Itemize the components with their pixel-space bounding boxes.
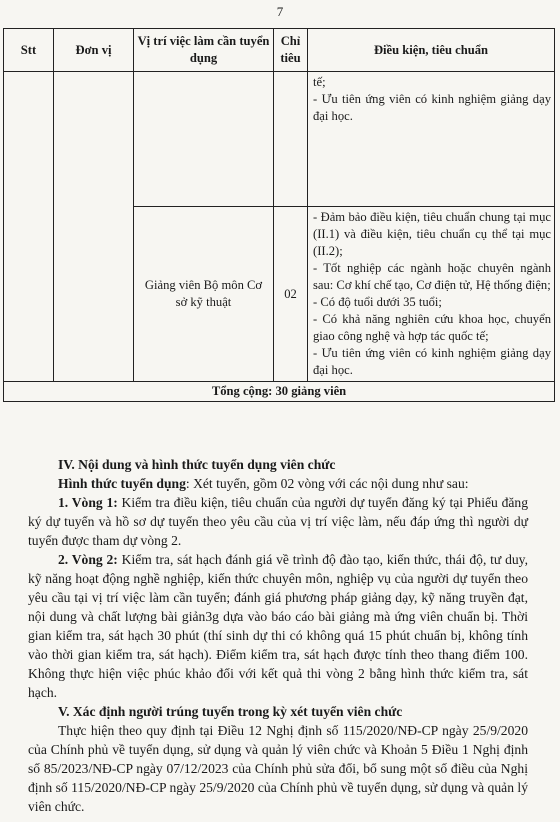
quota-cell: [274, 72, 308, 207]
total-label: Tổng cộng: 30 giảng viên: [4, 382, 555, 402]
conditions-cell: [308, 207, 555, 382]
header-quota: Chỉ tiêu: [274, 29, 308, 72]
body-text: [28, 455, 528, 816]
table-header-row: [4, 29, 555, 72]
unit-cell: [54, 72, 134, 382]
quota-cell: 02: [274, 207, 308, 382]
round-2-paragraph: [28, 550, 528, 702]
condition-line: - Có độ tuổi dưới 35 tuổi;: [313, 295, 442, 309]
position-cell: Giảng viên Bộ môn Cơ sở kỹ thuật: [134, 207, 274, 382]
form-paragraph: [28, 474, 528, 493]
section-5-title: V. Xác định người trúng tuyển trong kỳ xét tuyển viên chức: [58, 704, 403, 719]
round-1-paragraph: [28, 493, 528, 550]
round-1-text: Kiểm tra điều kiện, tiêu chuẩn của người dự tuyển đăng ký tại Phiếu đăng ký dự tuyển và hồ sơ dự tuyển theo yêu cầu của vị trí việc làm, nếu đáp ứng thì người dự tuyển được tham dự vòng 2.: [28, 495, 528, 548]
position-cell: [134, 72, 274, 207]
condition-line: - Có khả năng nghiên cứu khoa học, chuyển giao công nghệ và hợp tác quốc tế;: [313, 312, 551, 343]
condition-line: - Ưu tiên ứng viên có kinh nghiệm giảng dạy đại học.: [313, 346, 551, 377]
condition-line: tế;: [313, 75, 326, 89]
page-number: 7: [276, 4, 284, 19]
table-row: [4, 72, 555, 207]
condition-line: - Tốt nghiệp các ngành hoặc chuyên ngành sau: Cơ khí chế tạo, Cơ điện tử, Hệ thống điện;: [313, 261, 551, 292]
round-1-label: 1. Vòng 1:: [58, 495, 118, 510]
stt-cell: [4, 72, 54, 382]
conditions-cell: [308, 72, 555, 207]
form-text: : Xét tuyển, gồm 02 vòng với các nội dung như sau:: [185, 476, 469, 491]
total-row: [4, 382, 555, 402]
round-2-text: Kiểm tra, sát hạch đánh giá về trình độ đào tạo, kiến thức, thái độ, tư duy, kỹ năng hoạt động nghề nghiệp, kiến thức chuyên môn, nghiệp vụ của người dự tuyển theo yêu cầu tại vị trí việc làm cần tuyển; đánh giá phương pháp giảng dạy, kỹ năng truyền đạt, nội dung và chất lượng bài giản3g dựa vào báo cáo bài giảng mà ứng viên chuẩn bị. Thời gian kiểm tra, sát hạch 30 phút (thí sinh dự thi có không quá 15 phút chuẩn bị, không tính vào thời gian kiểm tra, sát hạch). Điểm kiểm tra, sát hạch được tính theo thang điểm 100. Không thực hiện việc phúc khảo đối với kết quả thi vòng 2 bằng hình thức kiểm tra, sát hạch.: [28, 552, 528, 700]
header-position: Vị trí việc làm cần tuyển dụng: [134, 29, 274, 72]
round-2-label: 2. Vòng 2:: [58, 552, 118, 567]
header-stt: Stt: [4, 29, 54, 72]
form-label: Hình thức tuyển dụng: [58, 476, 186, 491]
condition-line: - Ưu tiên ứng viên có kinh nghiệm giảng dạy đại học.: [313, 92, 551, 123]
header-unit: Đơn vị: [54, 29, 134, 72]
condition-line: - Đảm bảo điều kiện, tiêu chuẩn chung tại mục (II.1) và điều kiện, tiêu chuẩn cụ thể tại mục (II.2);: [313, 210, 551, 258]
header-conditions: Điều kiện, tiêu chuẩn: [308, 29, 555, 72]
section-5-text: Thực hiện theo quy định tại Điều 12 Nghị định số 115/2020/NĐ-CP ngày 25/9/2020 của Chính phủ về tuyển dụng, sử dụng và quản lý viên chức và Khoản 5 Điều 1 Nghị định số 85/2023/NĐ-CP ngày 07/12/2023 của Chính phủ sửa đổi, bổ sung một số điều của Nghị định số 115/2020/NĐ-CP ngày 25/9/2020 của Chính phủ về tuyển dụng, sử dụng và quản lý viên chức.: [28, 723, 528, 814]
section-4-title: IV. Nội dung và hình thức tuyển dụng viên chức: [58, 457, 336, 472]
recruitment-table: [3, 28, 555, 402]
